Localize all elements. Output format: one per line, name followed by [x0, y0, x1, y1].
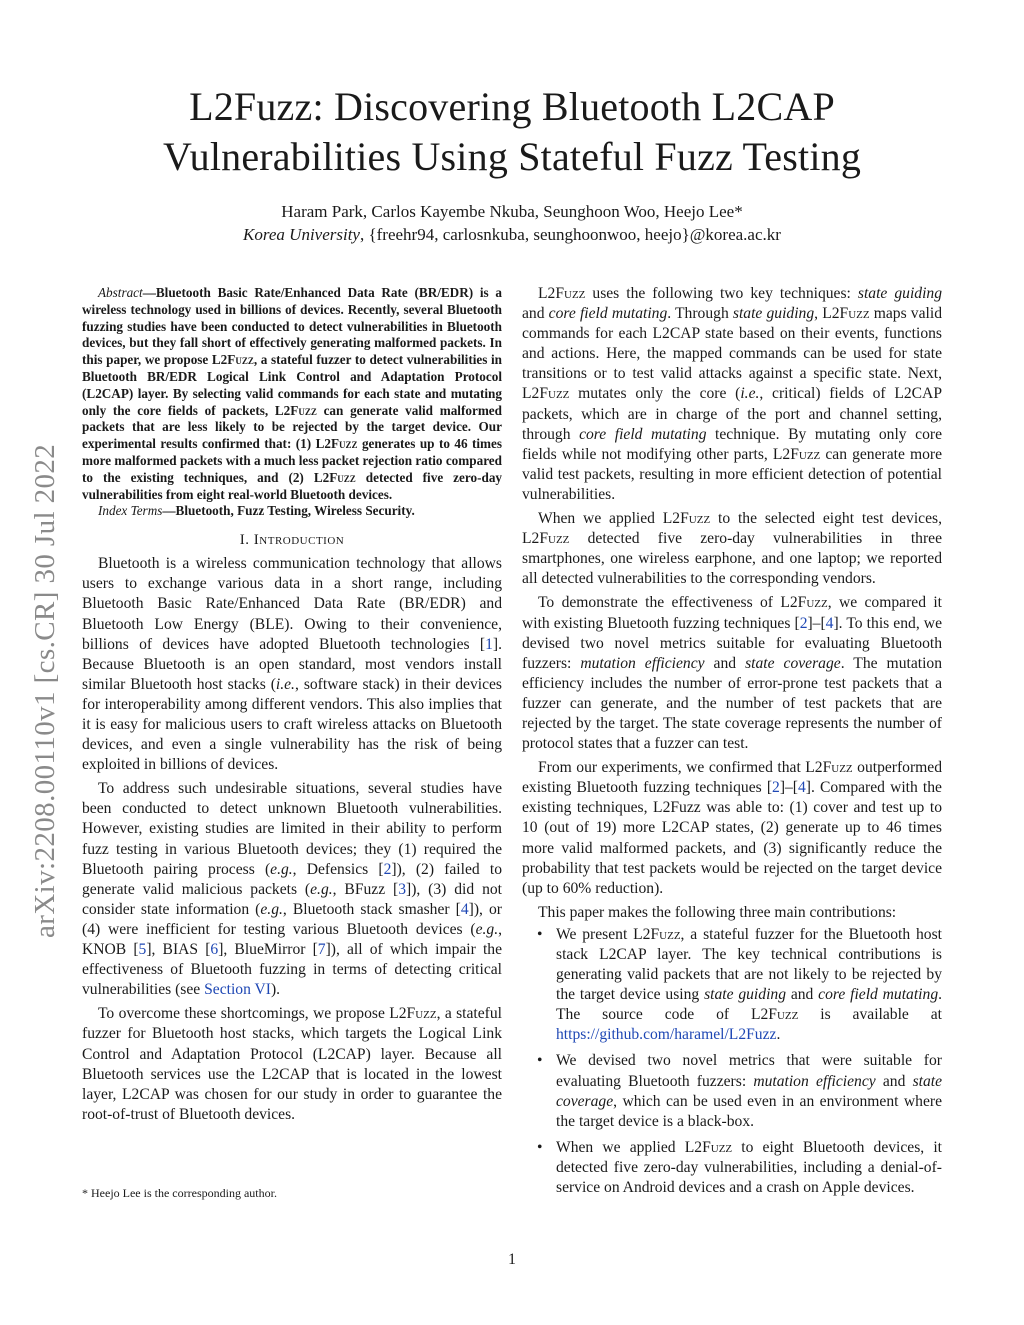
right-column [522, 284, 942, 1204]
list-item: • We present L2Fuzz, a stateful fuzzer for the Bluetooth host stack L2CAP layer. The key technical contributions is generating valid packets that are not likely to be rejected by the target device using state guiding and core field mutating. The source code of L2Fuzz is available at https://github.com/haramel/L2Fuzz. [537, 925, 943, 1044]
title-line-1: L2Fuzz: Discovering Bluetooth L2CAP [189, 84, 835, 129]
citation-link[interactable]: 6 [210, 941, 219, 959]
citation-link[interactable]: 4 [798, 779, 806, 797]
intro-paragraph-2: To address such undesirable situations, several studies have been conducted to detect unknown Bluetooth vulnerabilities. However, existing studies are limited in their ability to perform fuzz testing in various Bluetooth devices; they (1) required the Bluetooth pairing process (e.g., Defensics [2]), (2) failed to generate valid malicious packets (e.g., BFuzz [3]), (3) did not consider state information (e.g., Bluetooth stack smasher [4]), or (4) were inefficient for testing various Bluetooth devices (e.g., KNOB [5], BIAS [6], BlueMirror [7]), all of which impair the effectiveness of Bluetooth fuzzing in terms of detecting critical vulnerabilities (see Section VI). [82, 780, 503, 999]
footnote: * Heejo Lee is the corresponding author. [82, 1186, 277, 1200]
author-list: Haram Park, Carlos Kayembe Nkuba, Seunghoon Woo, Heejo Lee* [281, 202, 743, 221]
intro-paragraph-1: Bluetooth is a wireless communication technology that allows users to exchange various data in a short range, including Bluetooth Basic Rate/Enhanced Data Rate (BR/EDR) and Bluetooth Low Energy (BLE). Owing to their convenience, billions of devices have adopted Bluetooth technologies [1]. Because Bluetooth is an open standard, most vendors install similar Bluetooth host stacks (i.e., software stack) in their devices for interoperability among different vendors. This also implies that it is easy for malicious users to craft wireless attacks on Bluetooth devices, and even a single vulnerability has the risk of being exploited in billions of devices. [82, 555, 502, 774]
title-line-2: Vulnerabilities Using Stateful Fuzz Testing [162, 134, 862, 179]
section-link[interactable]: Section VI [204, 981, 271, 999]
paper-title [0, 82, 1024, 182]
citation-link[interactable]: 5 [138, 941, 147, 959]
emails: , {freehr94, carlosnkuba, seunghoonwoo, heejo}@korea.ac.kr [359, 225, 781, 244]
citation-link[interactable]: 1 [485, 635, 493, 653]
affiliation [0, 224, 1024, 246]
citation-link[interactable]: 2 [383, 860, 392, 878]
citation-link[interactable]: 2 [799, 614, 808, 632]
bullet-icon: • [537, 1138, 543, 1156]
left-column [82, 285, 502, 1125]
citation-link[interactable]: 3 [398, 880, 407, 898]
page-number: 1 [508, 1251, 516, 1268]
right-paragraph-5: This paper makes the following three main contributions: [538, 903, 897, 921]
university: Korea University [243, 225, 360, 244]
arxiv-stamp: arXiv:2208.00110v1 [cs.CR] 30 Jul 2022 [29, 443, 61, 938]
right-paragraph-1: L2Fuzz uses the following two key techniques: state guiding and core field mutating. Through state guiding, L2Fuzz maps valid commands for each L2CAP state based on their events, functions and actions. Here, the mapped commands can be used for state transitions or to test valid attacks against a specific state. Next, L2Fuzz mutates only the core (i.e., critical) fields of L2CAP packets, which are in charge of the port and channel setting, through core field mutating technique. By mutating only core fields while not modifying other parts, L2Fuzz can generate more valid test packets, resulting in more efficient detection of potential vulnerabilities. [522, 285, 942, 503]
contributions-list [522, 925, 942, 1198]
right-paragraph-2: When we applied L2Fuzz to the selected eight test devices, L2Fuzz detected five zero-day vulnerabilities in three smartphones, one wireless earphone, and one laptop; we reported all detected vulnerabilities to the corresponding vendors. [522, 510, 942, 588]
bullet-icon: • [537, 1052, 543, 1070]
index-terms: Index Terms—Bluetooth, Fuzz Testing, Wireless Security. [98, 503, 415, 519]
list-item: • When we applied L2Fuzz to eight Bluetooth devices, it detected five zero-day vulnerabilities, including a denial-of-service on Android devices and a crash on Apple devices. [537, 1138, 942, 1197]
right-paragraph-4: From our experiments, we confirmed that L2Fuzz outperformed existing Bluetooth fuzzing techniques [2]–[4]. Compared with the existing techniques, L2Fuzz was able to: (1) cover and test up to 10 (out of 19) more L2CAP states, (2) generate up to 46 times more valid malformed packets, and (3) significantly reduce the probability that test packets would be rejected on the target device (up to 60% reduction). [522, 759, 943, 897]
source-code-link[interactable]: https://github.com/haramel/L2Fuzz [556, 1026, 777, 1044]
section-heading-introduction: I. Introduction [239, 532, 345, 549]
citation-link[interactable]: 4 [460, 900, 469, 918]
list-item: • We devised two novel metrics that were suitable for evaluating Bluetooth fuzzers: mutation efficiency and state coverage, which can be used even in an environment where the target device is a black-box. [537, 1052, 943, 1130]
right-paragraph-3: To demonstrate the effectiveness of L2Fuzz, we compared it with existing Bluetooth fuzzing techniques [2]–[4]. To this end, we devised two novel metrics suitable for evaluating Bluetooth fuzzers: mutation efficiency and state coverage. The mutation efficiency includes the number of error-prone test packets that a fuzzer can generate, and the number of test packets that are rejected by the target. The state coverage represents the number of protocol states that a fuzzer can test. [522, 594, 943, 753]
bullet-icon: • [537, 925, 543, 943]
abstract: Abstract—Bluetooth Basic Rate/Enhanced Data Rate (BR/EDR) is a wireless technology used in billions of devices. Recently, several Bluetooth fuzzing studies have been conducted to detect vulnerabilities in Bluetooth devices, but they fall short of effectively generating malformed packets. In this paper, we propose L2Fuzz, a stateful fuzzer to detect vulnerabilities in Bluetooth BR/EDR Logical Link Control and Adaptation Protocol (L2CAP) layer. By selecting valid commands for each state and mutating only the core fields of packets, L2Fuzz can generate valid malformed packets that are less likely to be rejected by the target device. Our experimental results confirmed that: (1) L2Fuzz generates up to 46 times more malformed packets with a much less packet rejection ratio compared to the existing techniques, and (2) L2Fuzz detected five zero-day vulnerabilities from eight real-world Bluetooth devices. [82, 285, 503, 502]
citation-link[interactable]: 4 [825, 614, 834, 632]
citation-link[interactable]: 7 [317, 941, 326, 959]
intro-paragraph-3: To overcome these shortcomings, we propose L2Fuzz, a stateful fuzzer for Bluetooth host stacks, which targets the Logical Link Control and Adaptation Protocol (L2CAP) layer. Because all Bluetooth services use the L2CAP that is located in the lowest layer, L2CAP was chosen for our study in order to guarantee the root-of-trust of Bluetooth devices. [82, 1005, 502, 1123]
citation-link[interactable]: 2 [772, 779, 780, 797]
